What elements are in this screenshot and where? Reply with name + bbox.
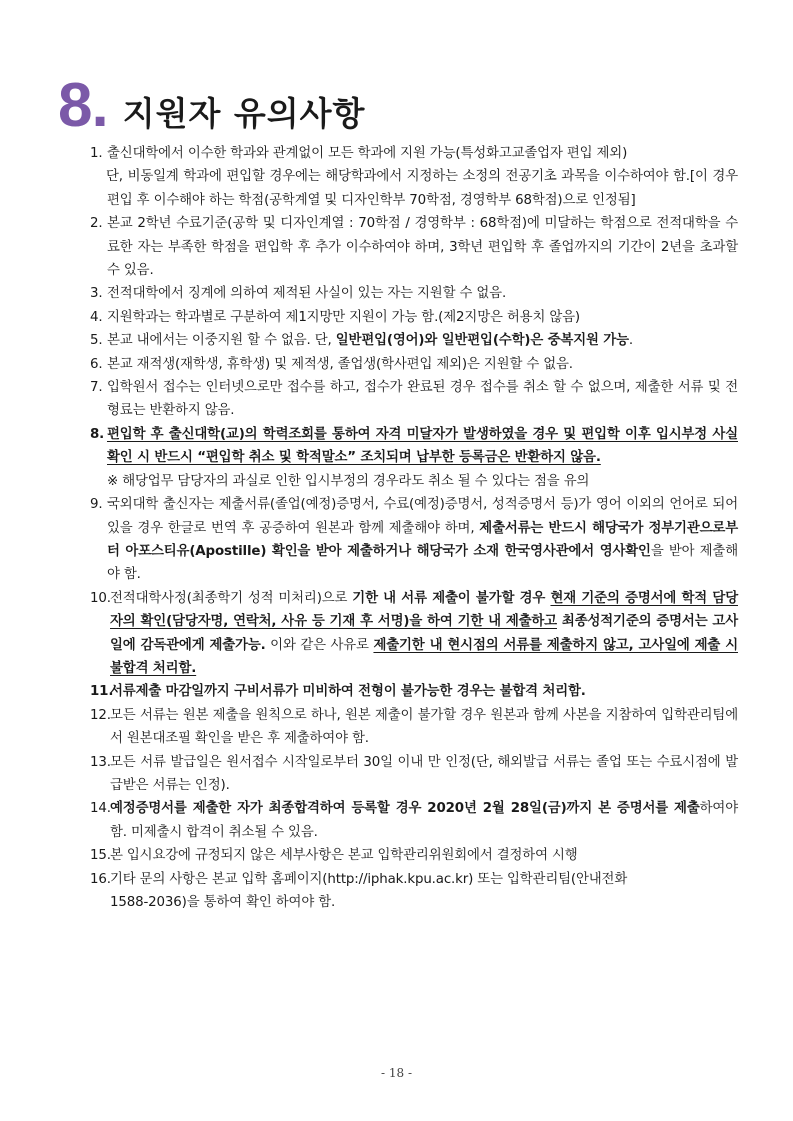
item-number: 2.	[90, 216, 103, 232]
item-text: 본교 내에서는 이중지원 할 수 없음. 단,	[107, 333, 336, 349]
notice-item-3	[90, 282, 738, 305]
section-title: 지원자 유의사항	[122, 94, 366, 133]
item-text: 본 입시요강에 규정되지 않은 세부사항은 본교 입학관리위원회에서 결정하여 시행	[110, 848, 578, 864]
notice-item-1	[90, 142, 738, 165]
item-number: 1.	[90, 146, 103, 161]
remark-text: 해당업무 담당자의 과실로 인한 입시부정의 경우라도 취소 될 수 있다는 점을 유의	[122, 473, 590, 489]
item-number: 14.	[90, 801, 111, 817]
item-number: 10.	[90, 590, 111, 606]
section-header	[58, 71, 366, 140]
notice-item-11	[90, 680, 738, 703]
item-text-bold: 최종성적기준의 증명서는 고사일에 감독관에게 제출가능.	[110, 614, 739, 653]
notice-item-4	[90, 306, 738, 329]
item-number: 15.	[90, 848, 111, 864]
item-text: .	[628, 333, 633, 349]
notice-item-14	[90, 797, 738, 844]
item-number: 7.	[90, 380, 103, 396]
item-number: 4.	[90, 309, 103, 325]
item-text: 출신대학에서 이수한 학과와 관계없이 모든 학과에 지원 가능(특성화고교졸업자 편입 제외)	[107, 146, 628, 161]
item-text: 본교 재적생(재학생, 휴학생) 및 제적생, 졸업생(학사편입 제외)은 지원할 수 없음.	[107, 356, 573, 372]
item-text: 모든 서류 발급일은 원서접수 시작일로부터 30일 이내 만 인정(단, 해외발급 서류는 졸업 또는 수료시점에 발급받은 서류는 인정).	[110, 754, 738, 793]
item-number: 3.	[90, 286, 103, 302]
item-text: 이와 같은 사유로	[265, 637, 374, 653]
item-text: 을 받아 제출해야 함.	[107, 543, 738, 583]
item-text-bold: 서류제출 마감일까지 구비서류가 미비하여 전형이 불가능한 경우는 불합격 처리함.	[110, 684, 586, 700]
item-text: 기타 문의 사항은 본교 입학 홈페이지(http://iphak.kpu.ac.kr) 또는 입학관리팀(안내전화	[110, 871, 628, 887]
item-number: 8.	[90, 426, 105, 442]
notice-item-7	[90, 376, 738, 423]
page-number: - 18 -	[380, 1066, 412, 1080]
notice-item-10	[90, 587, 738, 681]
item-number: 16.	[90, 871, 111, 887]
notice-item-16	[90, 868, 738, 915]
notice-item-6	[90, 353, 738, 376]
notice-item-13	[90, 751, 738, 798]
item-text-bold: 제출서류는 반드시 해당국가 정부기관으로부터 아포스티유(Apostille) 확인을 받아 제출하거나 해당국가 소재 한국영사관에서 영사확인	[107, 520, 738, 559]
item-text: 하여야함. 미제출시 합격이 취소될 수 있음.	[110, 801, 738, 840]
notice-item-9	[90, 493, 738, 587]
item-number: 6.	[90, 356, 103, 372]
item-text-bold: 기한 내 서류 제출이 불가할 경우	[352, 590, 551, 606]
notice-item-1-detail	[90, 165, 738, 212]
item-text: 모든 서류는 원본 제출을 원칙으로 하나, 원본 제출이 불가할 경우 원본과 함께 사본을 지참하여 입학관리팀에서 원본대조필 확인을 받은 후 제출하여야 함.	[110, 707, 738, 747]
item-text: 단, 비동일계 학과에 편입할 경우에는 해당학과에서 지정하는 소정의 전공기초 과목을 이수하여야 함.[이 경우 편입 후 이수해야 하는 학점(공학계열 및 디자인학부 70학점, 경영학부 68학점)으로 인정됨]	[106, 169, 738, 208]
notice-item-2	[90, 212, 738, 282]
item-number: 5.	[90, 333, 103, 349]
item-text: 지원학과는 학과별로 구분하여 제1지망만 지원이 가능 함.(제2지망은 허용치 않음)	[107, 309, 580, 325]
section-number-dot: .	[91, 71, 109, 140]
item-number: 11.	[90, 684, 114, 700]
notice-list	[90, 142, 738, 914]
item-text: 전적대학사정(최종학기 성적 미처리)으로	[110, 590, 353, 606]
item-text: 본교 2학년 수료기준(공학 및 디자인계열 : 70학점 / 경영학부 : 68학점)에 미달하는 학점으로 전적대학을 수료한 자는 부족한 학점을 편입학 후 추가 이수하여야 하며, 3학년 편입학 후 졸업까지의 기간이 2년을 초과할 수 있음.	[107, 216, 738, 279]
item-number: 12.	[90, 707, 111, 723]
item-text: 1588-2036)을 통하여 확인 하여야 함.	[110, 895, 336, 910]
item-text-emphasis: 편입학 후 출신대학(교)의 학력조회를 통하여 자격 미달자가 발생하였을 경우 및 편입학 이후 입시부정 사실 확인 시 반드시 “편입학 취소 및 학적말소” 조치되며 납부한 등록금은 반환하지 않음.	[107, 426, 738, 466]
item-text-emphasis: 현재 기준의 증명서에 학적 담당자의 확인(담당자명, 연락처, 사유 등 기재 후 서명)을 하여 기한 내 제출하고	[110, 590, 738, 630]
notice-remark	[90, 470, 738, 493]
item-text: 전적대학에서 징계에 의하여 제적된 사실이 있는 자는 지원할 수 없음.	[107, 286, 507, 302]
notice-item-5	[90, 329, 738, 352]
section-number: 8	[58, 71, 92, 140]
notice-item-8	[90, 423, 738, 470]
item-text-bold: 일반편입(영어)와 일반편입(수학)은 중복지원 가능	[335, 333, 629, 349]
item-text: 국외대학 출신자는 제출서류(졸업(예정)증명서, 수료(예정)증명서, 성적증명서 등)가 영어 이외의 언어로 되어 있을 경우 한글로 번역 후 공증하여 원본과 함께 제출해야 하며,	[107, 497, 738, 536]
notice-item-15	[90, 844, 738, 867]
item-text: 입학원서 접수는 인터넷으로만 접수를 하고, 접수가 완료된 경우 접수를 취소 할 수 없으며, 제출한 서류 및 전형료는 반환하지 않음.	[107, 380, 738, 419]
item-text-emphasis: 제출기한 내 현시점의 서류를 제출하지 않고, 고사일에 제출 시 불합격 처리함.	[110, 637, 738, 676]
item-number: 13.	[90, 754, 111, 770]
notice-item-12	[90, 704, 738, 751]
remark-mark: ※	[107, 473, 119, 489]
item-text-bold: 예정증명서를 제출한 자가 최종합격하여 등록할 경우 2020년 2월 28일(금)까지 본 증명서를 제출	[110, 801, 700, 817]
item-number: 9.	[90, 497, 103, 513]
